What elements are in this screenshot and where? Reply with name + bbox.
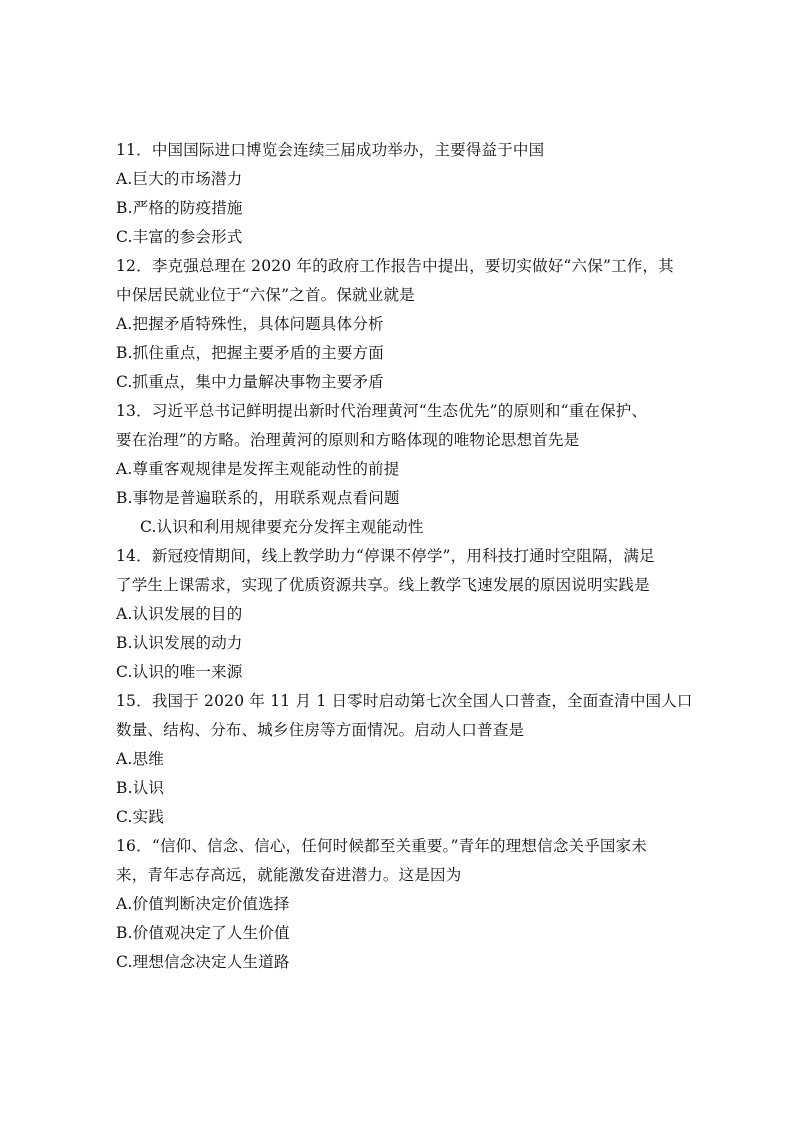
question-stem: 12．李克强总理在 2020 年的政府工作报告中提出，要切实做好“六保”工作，其 xyxy=(116,257,674,275)
question-12 xyxy=(116,252,686,397)
option-b: B.认识 xyxy=(116,779,165,797)
question-11 xyxy=(116,136,686,252)
option-b: B.抓住重点，把握主要矛盾的主要方面 xyxy=(116,344,384,362)
question-14 xyxy=(116,542,686,687)
option-b: B.认识发展的动力 xyxy=(116,634,243,652)
question-stem-continued: 来，青年志存高远，就能激发奋进潜力。这是因为 xyxy=(116,866,462,884)
question-13 xyxy=(116,397,686,542)
question-16 xyxy=(116,832,686,977)
question-15 xyxy=(116,687,693,832)
option-a: A.价值判断决定价值选择 xyxy=(116,895,290,913)
question-stem-continued: 要在治理”的方略。治理黄河的原则和方略体现的唯物论思想首先是 xyxy=(116,431,580,449)
question-stem: 13．习近平总书记鲜明提出新时代治理黄河“生态优先”的原则和“重在保护、 xyxy=(116,402,648,420)
question-stem: 14．新冠疫情期间，线上教学助力“停课不停学”，用科技打通时空阻隔，满足 xyxy=(116,547,655,565)
question-stem-continued: 数量、结构、分布、城乡住房等方面情况。启动人口普查是 xyxy=(116,721,525,739)
question-stem-continued: 了学生上课需求，实现了优质资源共享。线上教学飞速发展的原因说明实践是 xyxy=(116,576,650,594)
option-b: B.事物是普遍联系的，用联系观点看问题 xyxy=(116,489,400,507)
option-c: C.抓重点，集中力量解决事物主要矛盾 xyxy=(116,373,384,391)
option-b: B.严格的防疫措施 xyxy=(116,199,243,217)
option-a: A.思维 xyxy=(116,750,164,768)
option-c: C.认识的唯一来源 xyxy=(116,663,243,681)
question-stem: 15．我国于 2020 年 11 月 1 日零时启动第七次全国人口普查，全面查清中国人口 xyxy=(116,692,693,710)
question-stem: 11．中国国际进口博览会连续三届成功举办，主要得益于中国 xyxy=(116,141,545,159)
option-a: A.认识发展的目的 xyxy=(116,605,243,623)
option-c: C.丰富的参会形式 xyxy=(116,228,243,246)
option-a: A.尊重客观规律是发挥主观能动性的前提 xyxy=(116,460,400,478)
question-stem-continued: 中保居民就业位于“六保”之首。保就业就是 xyxy=(116,286,415,304)
option-a: A.把握矛盾特殊性，具体问题具体分析 xyxy=(116,315,384,333)
option-c: C.实践 xyxy=(116,808,165,826)
option-a: A.巨大的市场潜力 xyxy=(116,170,243,188)
question-stem: 16．“信仰、信念、信心，任何时候都至关重要。”青年的理想信念关乎国家未 xyxy=(116,837,648,855)
exam-page xyxy=(116,136,693,977)
option-b: B.价值观决定了人生价值 xyxy=(116,924,290,942)
option-c: C.认识和利用规律要充分发挥主观能动性 xyxy=(140,518,424,536)
option-c: C.理想信念决定人生道路 xyxy=(116,953,290,971)
